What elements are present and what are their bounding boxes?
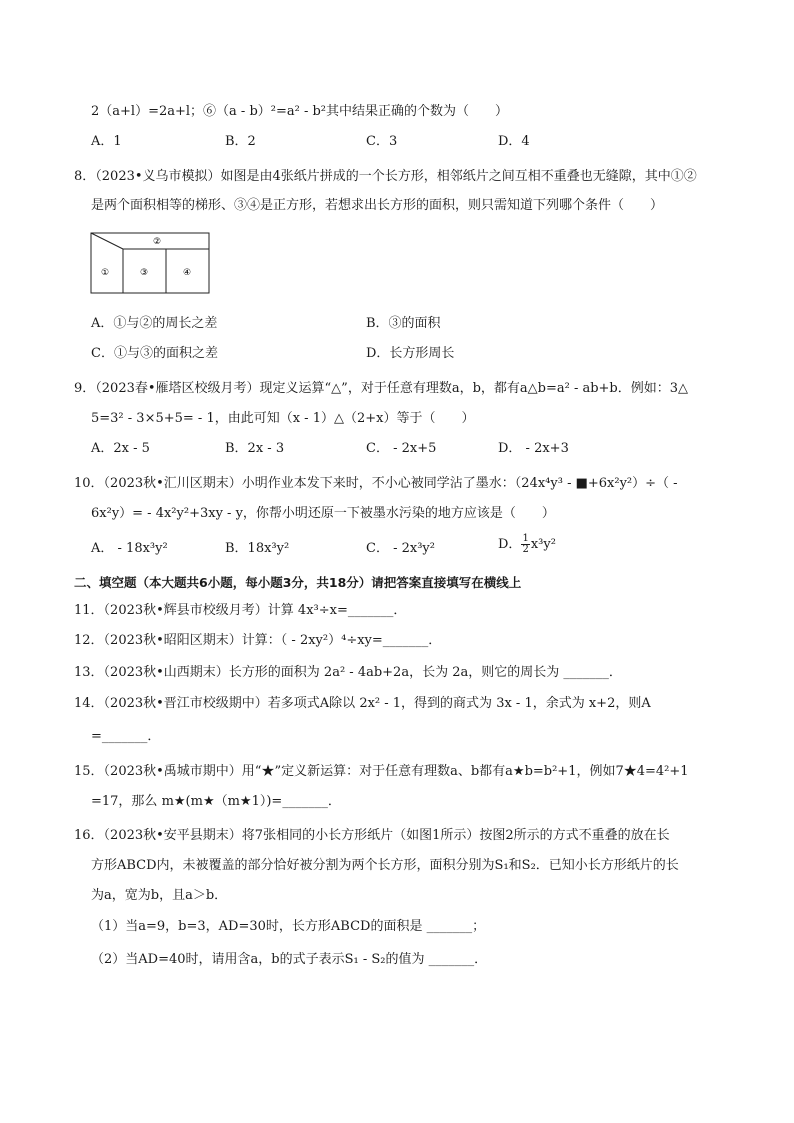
q10-line-2: 6x²y）= - 4x²y²+3xy - y，你帮小明还原一下被墨水污染的地方应该是（ ） <box>91 506 555 521</box>
q9-line-1: 9．（2023春•雁塔区校级月考）现定义运算“△”，对于任意有理数a，b，都有a△b=a² - ab+b．例如：3△ <box>74 381 689 396</box>
q11-line: 11．（2023秋•辉县市校级月考）计算 4x³÷x=_______． <box>74 603 407 618</box>
q16-line-2: 方形ABCD内，未被覆盖的部分恰好被分割为两个长方形，面积分别为S₁和S₂．已知小长方形纸片的长 <box>91 858 679 873</box>
section-2-heading: 二、填空题（本大题共6小题，每小题3分，共18分）请把答案直接填写在横线上 <box>74 575 522 590</box>
q8-option-b: B．③的面积 <box>366 316 441 331</box>
q10-line-1: 10．（2023秋•汇川区期末）小明作业本发下来时，不小心被同学沾了墨水：（24x⁴y³ - ■+6x²y²）÷（ - <box>74 476 678 491</box>
q9-option-b: B．2x - 3 <box>225 441 285 456</box>
q8-line-2: 是两个面积相等的梯形、③④是正方形，若想求出长方形的面积，则只需知道下列哪个条件（ ） <box>91 198 664 213</box>
q14-line-2: =_______． <box>91 729 161 744</box>
fraction-numerator: 1 <box>522 533 529 544</box>
q9-option-d: D． - 2x+3 <box>498 441 569 456</box>
q10-option-a: A． - 18x³y² <box>91 541 168 556</box>
q15-line-1: 15．（2023秋•禹城市期中）用“★”定义新运算：对于任意有理数a、b都有a★b=b²+1，例如7★4=4²+1 <box>74 764 689 779</box>
q7-option-a: A．1 <box>91 134 122 149</box>
q10-option-d-prefix: D． <box>498 537 522 552</box>
q16-subquestion-1: （1）当a=9，b=3，AD=30时，长方形ABCD的面积是 _______； <box>91 919 486 934</box>
q10-option-d <box>498 534 556 556</box>
q7-option-c: C．3 <box>366 134 398 149</box>
q7-option-b: B．2 <box>225 134 256 149</box>
piece-4-label: ④ <box>182 268 192 278</box>
piece-3-label: ③ <box>139 268 149 278</box>
q8-option-d: D．长方形周长 <box>366 346 455 361</box>
piece-1-label: ① <box>100 268 110 278</box>
q9-option-a: A．2x - 5 <box>91 441 150 456</box>
trapezoid-edge-diagonal <box>91 233 123 249</box>
q13-line: 13．（2023秋•山西期末）长方形的面积为 2a² - 4ab+2a，长为 2a，则它的周长为 _______． <box>74 665 622 680</box>
q15-line-2: =17，那么 m★(m★（m★1）)=_______． <box>91 794 341 809</box>
q16-line-1: 16．（2023秋•安平县期末）将7张相同的小长方形纸片（如图1所示）按图2所示的方式不重叠的放在长 <box>74 828 670 843</box>
q8-option-c: C．①与③的面积之差 <box>91 346 218 361</box>
fraction-denominator: 2 <box>522 544 529 555</box>
q9-option-c: C． - 2x+5 <box>366 441 437 456</box>
q8-option-a: A．①与②的周长之差 <box>91 316 218 331</box>
piece-2-label: ② <box>152 237 162 247</box>
q9-line-2: 5=3² - 3×5+5= - 1，由此可知（x - 1）△（2+x）等于（ ） <box>91 411 475 426</box>
q7-option-d: D．4 <box>498 134 530 149</box>
q10-option-b: B．18x³y² <box>225 541 290 556</box>
q8-rectangle-figure <box>90 232 210 294</box>
q10-option-c: C． - 2x³y² <box>366 541 435 556</box>
q16-subquestion-2: （2）当AD=40时，请用含a，b的式子表示S₁ - S₂的值为 _______． <box>91 952 488 967</box>
q10-option-d-rest: x³y² <box>530 537 556 552</box>
q8-line-1: 8．（2023•义乌市模拟）如图是由4张纸片拼成的一个长方形，相邻纸片之间互相不重叠也无缝隙，其中①② <box>74 169 697 184</box>
q16-line-3: 为a，宽为b，且a＞b． <box>91 888 228 903</box>
q12-line: 12．（2023秋•昭阳区期末）计算：（ - 2xy²）⁴÷xy=_______． <box>74 633 442 648</box>
q7-tail-line: 2（a+l）=2a+l；⑥（a - b）²=a² - b²其中结果正确的个数为（ ） <box>91 104 509 119</box>
half-fraction <box>521 534 529 555</box>
q14-line-1: 14．（2023秋•晋江市校级期中）若多项式A除以 2x² - 1，得到的商式为 3x - 1，余式为 x+2，则A <box>74 696 651 711</box>
